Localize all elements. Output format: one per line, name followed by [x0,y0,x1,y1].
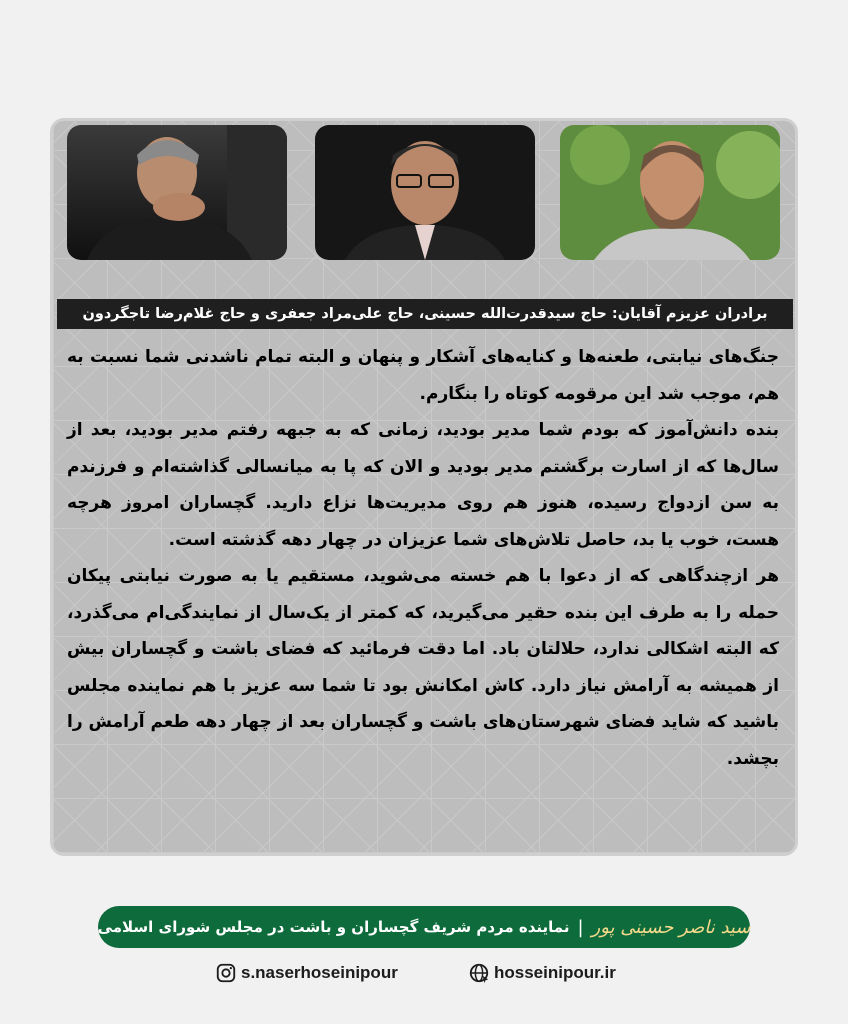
signature-title: نماینده مردم شریف گچساران و باشت در مجلس شورای اسلامی [97,918,570,936]
signature-separator: | [577,916,584,938]
instagram-handle: s.naserhoseinipour [241,963,398,982]
instagram-icon [215,962,237,984]
portrait-center-image [315,125,535,260]
contact-footer [0,958,848,988]
website-url: hosseinipour.ir [494,963,616,982]
addressee-names-bar: برادران عزیزم آقایان: حاج سیدقدرت‌الله حسینی، حاج علی‌مراد جعفری و حاج غلام‌رضا تاجگردون [57,299,793,329]
letter-paragraph-2: بنده دانش‌آموز که بودم شما مدیر بودید، زمانی که به جبهه رفتم مدیر بودید، بعد از سال‌ها که از اسارت برگشتم مدیر بودید و الان که پا به میانسالی گذاشته‌ام و فرزندم به سن ازدواج رسیده، هنوز هم روی مدیریت‌ها نزاع دارید. گچساران امروز هرچه هست، خوب یا بد، حاصل تلاش‌های شما عزیزان در چهار دهه گذشته است. [67,420,779,550]
letter-paragraph-1: جنگ‌های نیابتی، طعنه‌ها و کنایه‌های آشکار و پنهان و البته تمام ناشدنی شما نسبت به هم، موجب شد این مرقومه کوتاه را بنگارم. [67,347,779,404]
globe-icon [468,962,490,984]
signature-bar [98,906,750,948]
letter-paragraph-3: هر ازچندگاهی که از دعوا با هم خسته می‌شوید، مستقیم یا به صورت نیابتی پیکان حمله را به طرف این بنده حقیر می‌گیرید، که کمتر از یک‌سال از نمایندگی‌ام می‌گذرد، که البته اشکالی ندارد، حلالتان باد. اما دقت فرمائید که فضای باشت و گچساران بیش از همیشه به آرامش نیاز دارد. کاش امکانش بود تا شما سه عزیز با هم نماینده مجلس باشید که شاید فضای شهرستان‌های باشت و گچساران بعد از چهار دهه طعم آرامش را بچشد. [67,566,779,769]
portrait-photo-center [315,125,535,260]
website-link[interactable] [468,958,616,988]
portrait-left-image [67,125,287,260]
signature-calligraphy: سید ناصر حسینی پور [591,916,751,938]
letter-body [67,339,779,777]
instagram-link[interactable] [215,958,398,988]
portrait-photo-right [560,125,780,260]
statement-card [50,118,798,856]
portrait-photo-left [67,125,287,260]
portrait-right-image [560,125,780,260]
